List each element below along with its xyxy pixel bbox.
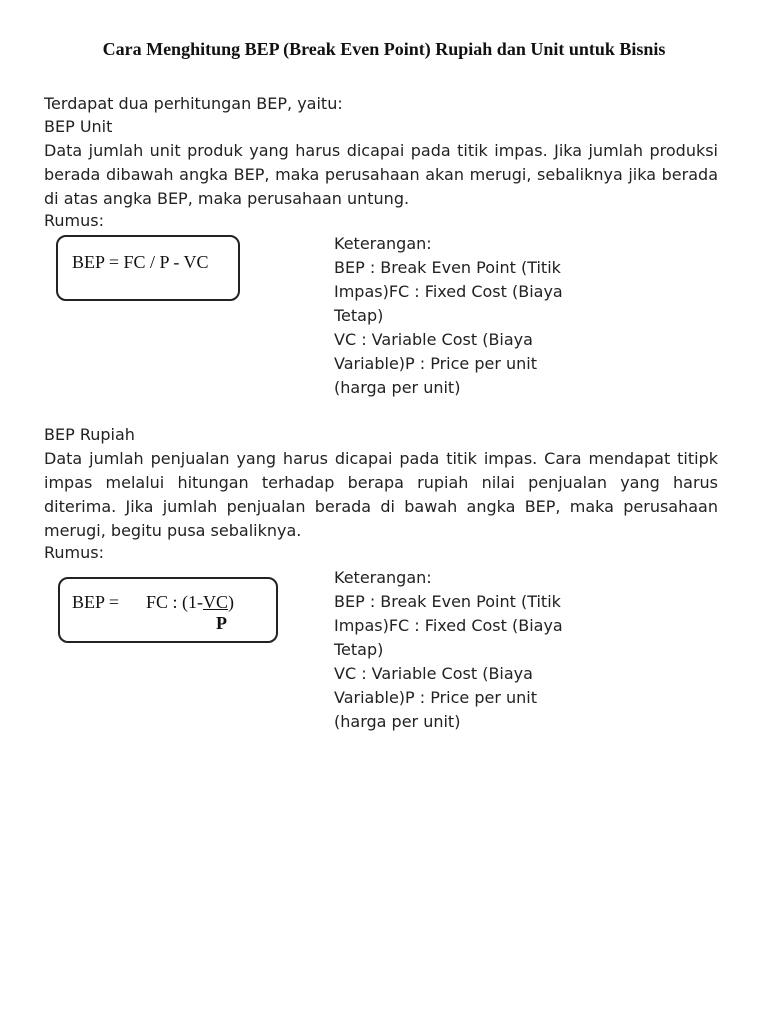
formula-denominator: P bbox=[216, 613, 227, 633]
keterangan-bep-unit bbox=[334, 232, 594, 400]
keterangan-line: BEP : Break Even Point (Titik bbox=[334, 258, 561, 277]
keterangan-line: (harga per unit) bbox=[334, 378, 461, 397]
formula-box-bep-rupiah bbox=[58, 577, 278, 643]
rumus-label-rupiah: Rumus: bbox=[44, 543, 104, 562]
formula-box-bep-unit bbox=[56, 235, 240, 301]
keterangan-line: VC : Variable Cost (Biaya bbox=[334, 330, 533, 349]
bep-unit-paragraph: Data jumlah unit produk yang harus dicapai pada titik impas. Jika jumlah produksi berada dibawah angka BEP, maka perusahaan akan merugi, sebaliknya jika berada di atas angka BEP, maka perusahaan untung. bbox=[44, 141, 718, 208]
formula-rhs-suffix: ) bbox=[228, 592, 235, 612]
keterangan-line: Variable)P : Price per unit bbox=[334, 354, 538, 373]
formula-rhs bbox=[146, 591, 234, 613]
formula-numerator: VC bbox=[203, 592, 229, 612]
keterangan-line: Variable)P : Price per unit bbox=[334, 688, 538, 707]
keterangan-line: BEP : Break Even Point (Titik bbox=[334, 592, 561, 611]
keterangan-line: (harga per unit) bbox=[334, 712, 461, 731]
keterangan-line: Tetap) bbox=[334, 306, 384, 325]
keterangan-bep-rupiah bbox=[334, 566, 594, 734]
formula-bep-unit: BEP = FC / P - VC bbox=[72, 252, 209, 272]
formula-rhs-prefix: FC : (1- bbox=[146, 592, 204, 612]
keterangan-line: Tetap) bbox=[334, 640, 384, 659]
formula-lhs: BEP = bbox=[72, 592, 119, 612]
bep-rupiah-paragraph: Data jumlah penjualan yang harus dicapai pada titik impas. Cara mendapat titipk impas melalui hitungan terhadap berapa rupiah nilai penjualan yang harus diterima. Jika jumlah penjualan berada di bawah angka BEP, maka perusahaan merugi, begitu pusa sebaliknya. bbox=[44, 449, 718, 540]
keterangan-line: VC : Variable Cost (Biaya bbox=[334, 664, 533, 683]
keterangan-line: Keterangan: bbox=[334, 234, 432, 253]
keterangan-line: Impas)FC : Fixed Cost (Biaya bbox=[334, 282, 563, 301]
keterangan-line: Impas)FC : Fixed Cost (Biaya bbox=[334, 616, 563, 635]
keterangan-line: Keterangan: bbox=[334, 568, 432, 587]
intro-text: Terdapat dua perhitungan BEP, yaitu: bbox=[44, 94, 343, 113]
section-heading-bep-unit: BEP Unit bbox=[44, 117, 113, 136]
section-heading-bep-rupiah: BEP Rupiah bbox=[44, 425, 135, 444]
rumus-label-unit: Rumus: bbox=[44, 211, 104, 230]
document-title: Cara Menghitung BEP (Break Even Point) Rupiah dan Unit untuk Bisnis bbox=[102, 39, 666, 59]
